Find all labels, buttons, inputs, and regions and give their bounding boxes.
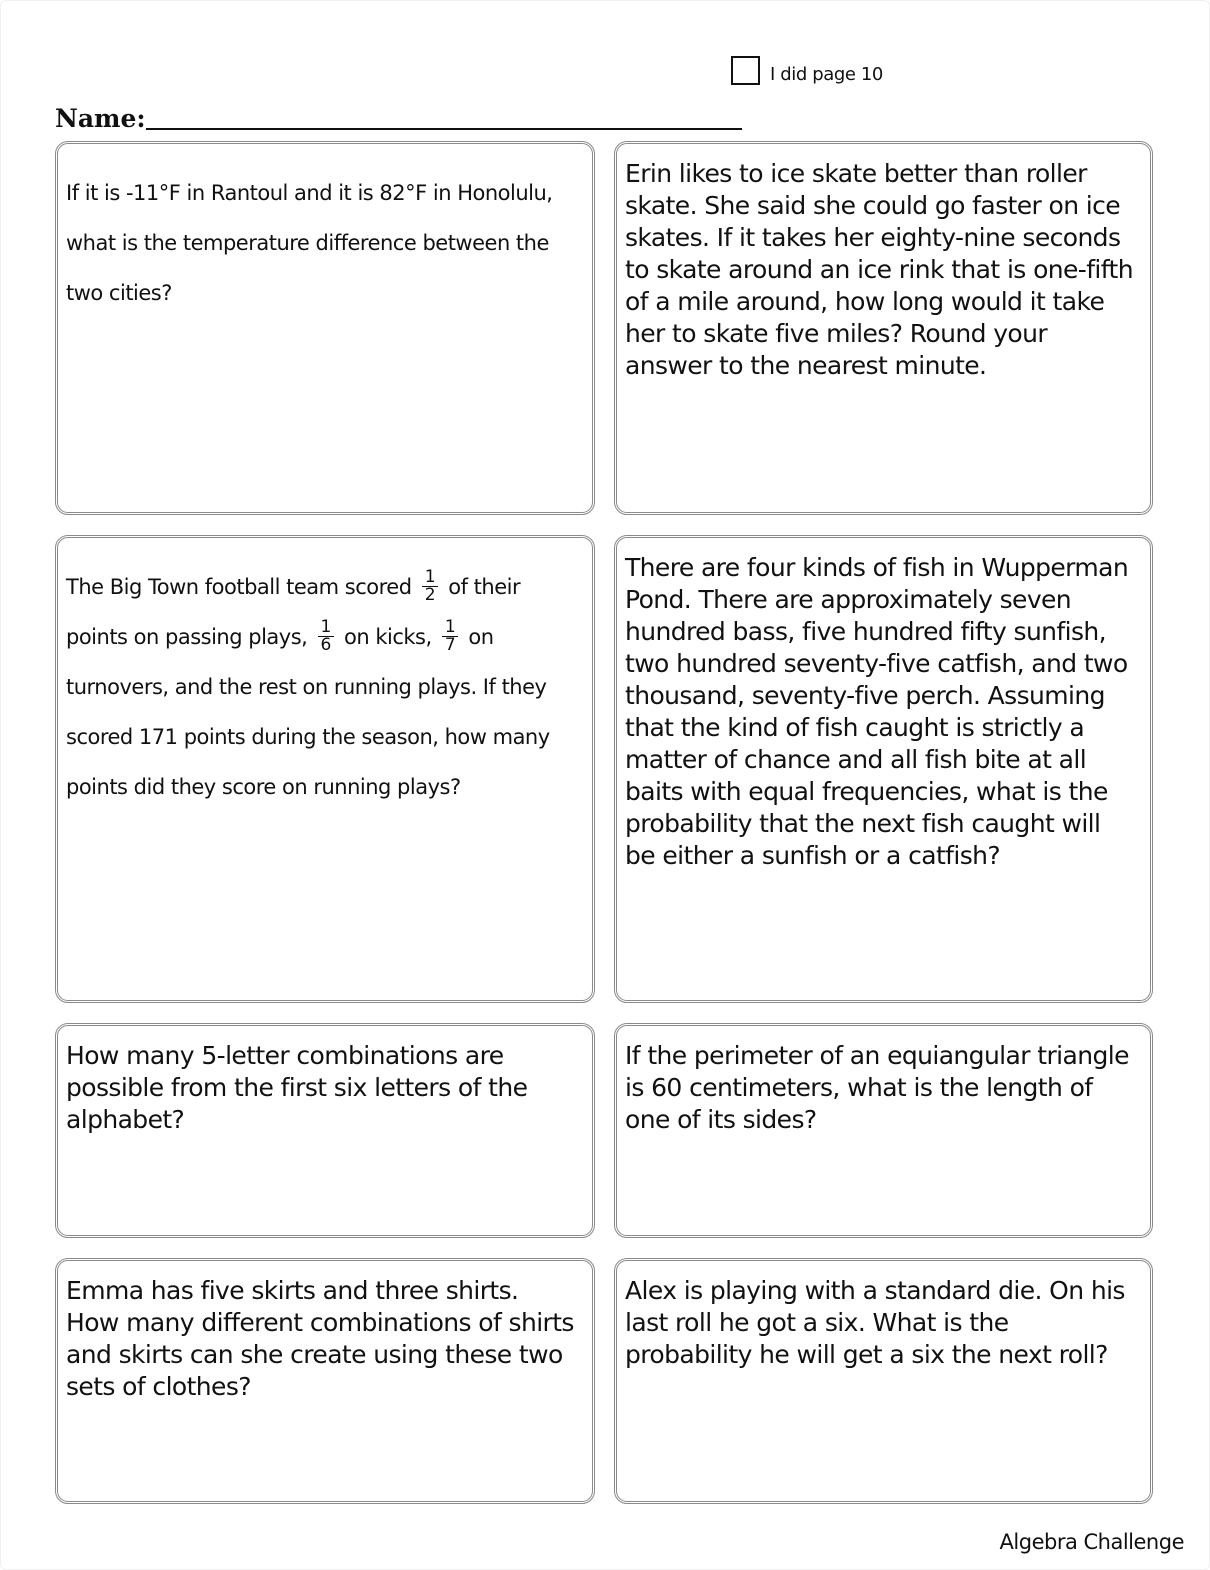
fraction-denominator: 2 (424, 585, 436, 605)
fraction-numerator: 1 (318, 618, 334, 637)
problem-text: There are four kinds of fish in Wupperman Pond. There are approximately seven hundred bass, five hundred fifty sunfish, two hundred seventy-five catfish, and two thousand, seventy-five perch. Assuming that the kind of fish caught is strictly a matter of chance and all fish bite at all baits with equal frequencies, what is the probability that the next fish caught will be either a sunfish or a catfish? (625, 553, 1129, 870)
problem-text: How many 5-letter combinations are possible from the first six letters of the alphabet? (66, 1041, 528, 1134)
completion-checkbox[interactable] (731, 56, 760, 85)
completion-label: I did page 10 (770, 64, 883, 85)
problem-text: If the perimeter of an equiangular triangle is 60 centimeters, what is the length of one of its sides? (625, 1041, 1129, 1134)
problem-text: Emma has five skirts and three shirts. How many different combinations of shirts and skirts can she create using these two sets of clothes? (66, 1276, 574, 1401)
name-label: Name: (55, 104, 146, 133)
problem-card-2 (614, 141, 1153, 515)
problem-card-6 (614, 1023, 1153, 1238)
problem-text-part: on kicks, (344, 625, 432, 649)
problem-card-4 (614, 535, 1153, 1003)
fraction-one-half (422, 568, 438, 604)
problem-card-3 (55, 535, 595, 1003)
fraction-one-seventh (442, 618, 458, 654)
problem-card-5 (55, 1023, 595, 1238)
problem-text-part: The Big Town football team scored (66, 575, 412, 599)
problem-text-part: on turnovers, and the rest on running plays. If they scored 171 points during the season, how many points did they score on running plays? (66, 625, 550, 799)
problem-card-7 (55, 1258, 595, 1504)
fraction-numerator: 1 (442, 618, 458, 637)
fraction-denominator: 7 (444, 635, 456, 655)
problem-text: Erin likes to ice skate better than roller skate. She said she could go faster on ice skates. If it takes her eighty-nine seconds to skate around an ice rink that is one-fifth of a mile around, how long would it take her to skate five miles? Round your answer to the nearest minute. (625, 159, 1133, 380)
fraction-numerator: 1 (422, 568, 438, 587)
problem-text (58, 538, 592, 812)
footer-title: Algebra Challenge (999, 1530, 1184, 1554)
problem-text: If it is -11°F in Rantoul and it is 82°F in Honolulu, what is the temperature difference between the two cities? (66, 181, 553, 305)
fraction-one-sixth (318, 618, 334, 654)
fraction-denominator: 6 (320, 635, 331, 655)
problem-card-8 (614, 1258, 1153, 1504)
name-write-line[interactable] (146, 128, 742, 130)
problem-text-part: of their points on passing plays, (66, 575, 521, 649)
problem-text: Alex is playing with a standard die. On his last roll he got a six. What is the probability he will get a six the next roll? (625, 1276, 1125, 1369)
problem-card-1 (55, 141, 595, 515)
